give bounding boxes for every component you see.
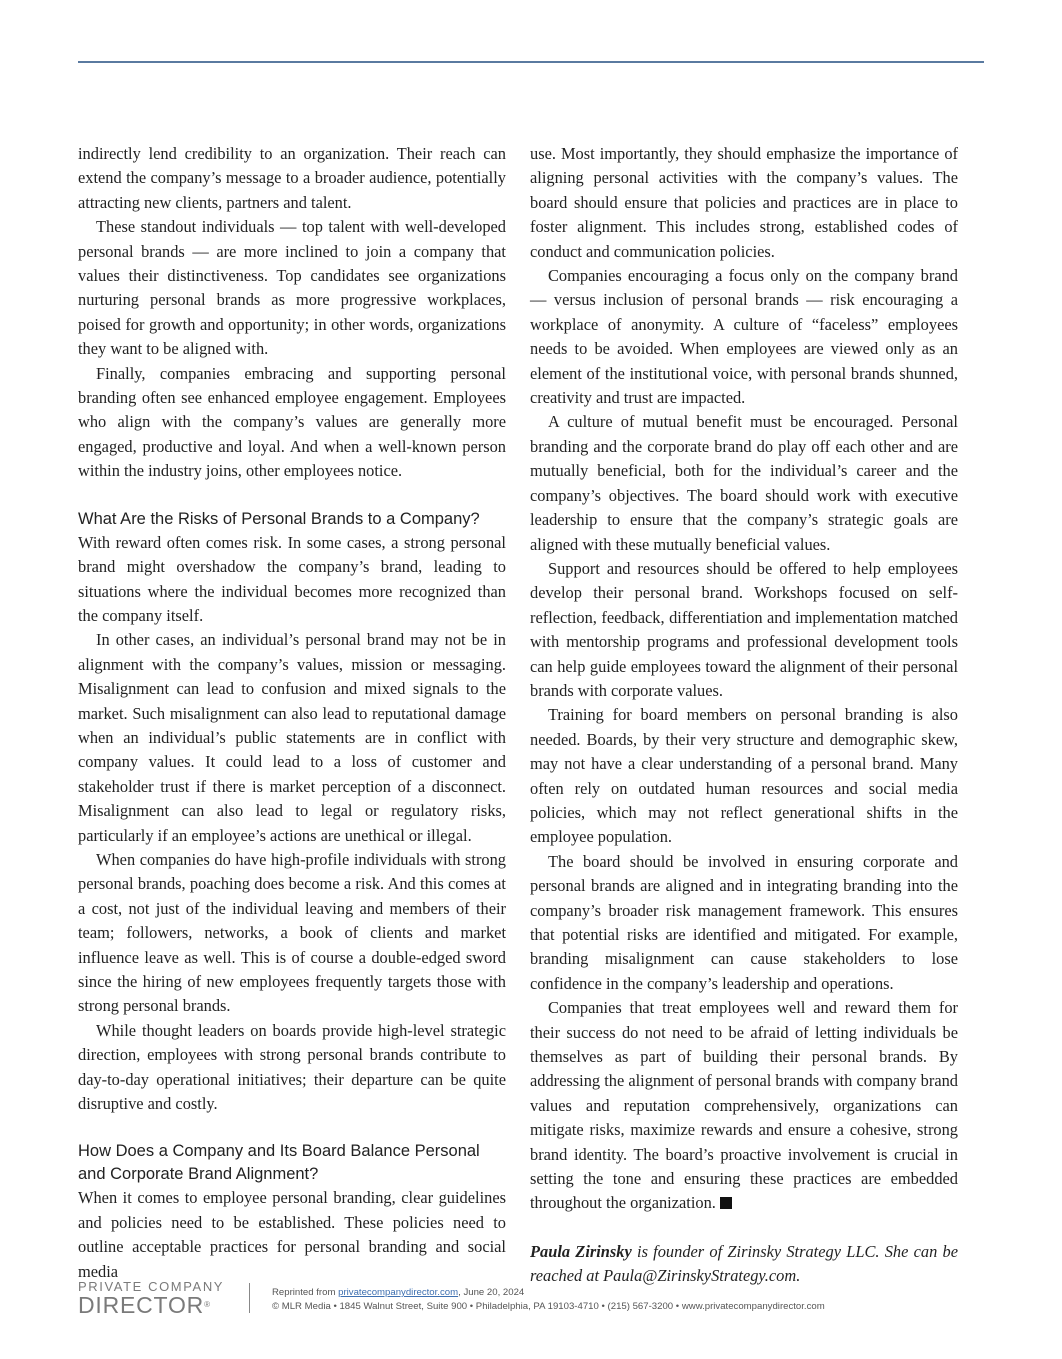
source-link[interactable]: privatecompanydirector.com <box>338 1287 459 1298</box>
paragraph: Support and resources should be offered to help employees develop their personal brand. Workshops focused on self-reflection, feedback, differentiation and implementation matched with mentorship programs and professional development tools can help guide employees toward the alignment of their personal brands with corporate values. <box>530 558 958 700</box>
paragraph: While thought leaders on boards provide high-level strategic direction, employees with strong personal brands contribute to day-to-day operational initiatives; their departure can be quite disruptive and costly. <box>78 1020 506 1114</box>
paragraph: These standout individuals — top talent with well-developed personal brands — are more inclined to join a company that values their distinctiveness. Top candidates see organizations nurturing personal brands as more progressive workplaces, poised for growth and opportunity; in other words, organizations they want to be aligned with. <box>78 217 506 359</box>
paragraph: Finally, companies embracing and supporting personal branding often see enhanced employee engagement. Employees who align with the company’s values are generally more engaged, productive and loyal. And when a well-known person within the industry joins, other employees notice. <box>78 363 506 481</box>
paragraph <box>530 996 958 1216</box>
paragraph: Companies encouraging a focus only on the company brand — versus inclusion of personal brands — risk encouraging a workplace of anonymity. A culture of “faceless” employees needs to be avoided. When employees are viewed only as an element of the institutional voice, with personal brands shunned, creativity and trust are impacted. <box>530 266 958 408</box>
registered-mark: ® <box>204 1300 211 1309</box>
reprint-prefix: Reprinted from <box>272 1287 339 1298</box>
footer-divider <box>249 1283 250 1313</box>
author-bio-text: is founder of Zirinsky Strategy LLC. She can be reached at Paula@ZirinskyStrategy.com. <box>530 1241 958 1286</box>
end-mark-icon <box>720 1197 732 1209</box>
top-rule <box>78 61 984 63</box>
reprint-date: , June 20, 2024 <box>458 1287 525 1298</box>
logo-top-text: PRIVATE COMPANY <box>78 1279 225 1294</box>
reprint-line <box>272 1286 825 1300</box>
logo-word: DIRECTOR <box>78 1292 205 1318</box>
logo <box>78 1280 224 1316</box>
paragraph: When companies do have high-profile individuals with strong personal brands, poaching does become a risk. And this comes at a cost, not just of the individual leaving and members of their team; followers, networks, a book of clients and market influence leave as well. This is of course a double-edged sword since the hiring of new employees frequently targets those with strong personal brands. <box>78 849 506 1016</box>
paragraph: use. Most importantly, they should emphasize the importance of aligning personal activities with the company’s values. The board should ensure that policies and practices are in place to foster alignment. This includes strong, established codes of conduct and communication policies. <box>530 144 958 261</box>
address-line: © MLR Media • 1845 Walnut Street, Suite 900 • Philadelphia, PA 19103-4710 • (215) 567-3200 • www.privatecompanydirector.com <box>272 1301 825 1312</box>
footer-text <box>272 1286 825 1314</box>
paragraph: The board should be involved in ensuring corporate and personal brands are aligned and in integrating branding into the company’s broader risk management framework. This ensures that potential risks are identified and mitigated. For example, branding misalignment can cause stakeholders to lose confidence in the company’s leadership and operations. <box>530 851 958 993</box>
right-column <box>530 142 958 1289</box>
paragraph: When it comes to employee personal branding, clear guidelines and policies need to be established. These policies need to outline acceptable practices for personal branding and social media <box>78 1188 506 1281</box>
footer <box>78 1280 984 1320</box>
section-heading-balance: How Does a Company and Its Board Balance Personal and Corporate Brand Alignment? <box>78 1142 480 1184</box>
left-column <box>78 142 506 1284</box>
section-heading-risks: What Are the Risks of Personal Brands to a Company? <box>78 509 480 528</box>
paragraph: Training for board members on personal branding is also needed. Boards, by their very structure and demographic skew, may not have a clear understanding of a personal brand. Many often rely on outdated human resources and social media policies, which may not reflect generational shifts in the employee population. <box>530 705 958 847</box>
paragraph: In other cases, an individual’s personal brand may not be in alignment with the company’s values, mission or messaging. Misalignment can lead to confusion and mixed signals to the market. Such misalignment can also lead to reputational damage when an individual’s public statements are in conflict with company values. It could lead to a loss of customer and stakeholder trust if there is market perception of a disconnect. Misalignment can also lead to legal or regulatory risks, particularly if an employee’s actions are unethical or illegal. <box>78 630 506 845</box>
paragraph: A culture of mutual benefit must be encouraged. Personal branding and the corporate brand do play off each other and are mutually beneficial, both for the individual’s career and the company’s objectives. The board should work with executive leadership to ensure that the company’s strategic goals are aligned with these mutually beneficial values. <box>530 412 958 554</box>
paragraph: indirectly lend credibility to an organization. Their reach can extend the company’s message to a broader audience, potentially attracting new clients, partners and talent. <box>78 144 506 212</box>
author-name: Paula Zirinsky <box>530 1241 632 1261</box>
paragraph: With reward often comes risk. In some cases, a strong personal brand might overshadow the company’s brand, leading to situations where the individual becomes more recognized than the company itself. <box>78 532 506 625</box>
paragraph-text: Companies that treat employees well and reward them for their success do not need to be afraid of letting individuals be themselves as part of building their personal brands. By addressing the alignment of personal brands with company brand values and reputation comprehensively, organizations can mitigate risks, maximize rewards and ensure a cohesive, strong brand identity. The board’s proactive involvement is crucial in setting the tone and ensuring these practices are embedded throughout the organization. <box>530 998 958 1213</box>
logo-bottom-text <box>78 1294 224 1316</box>
